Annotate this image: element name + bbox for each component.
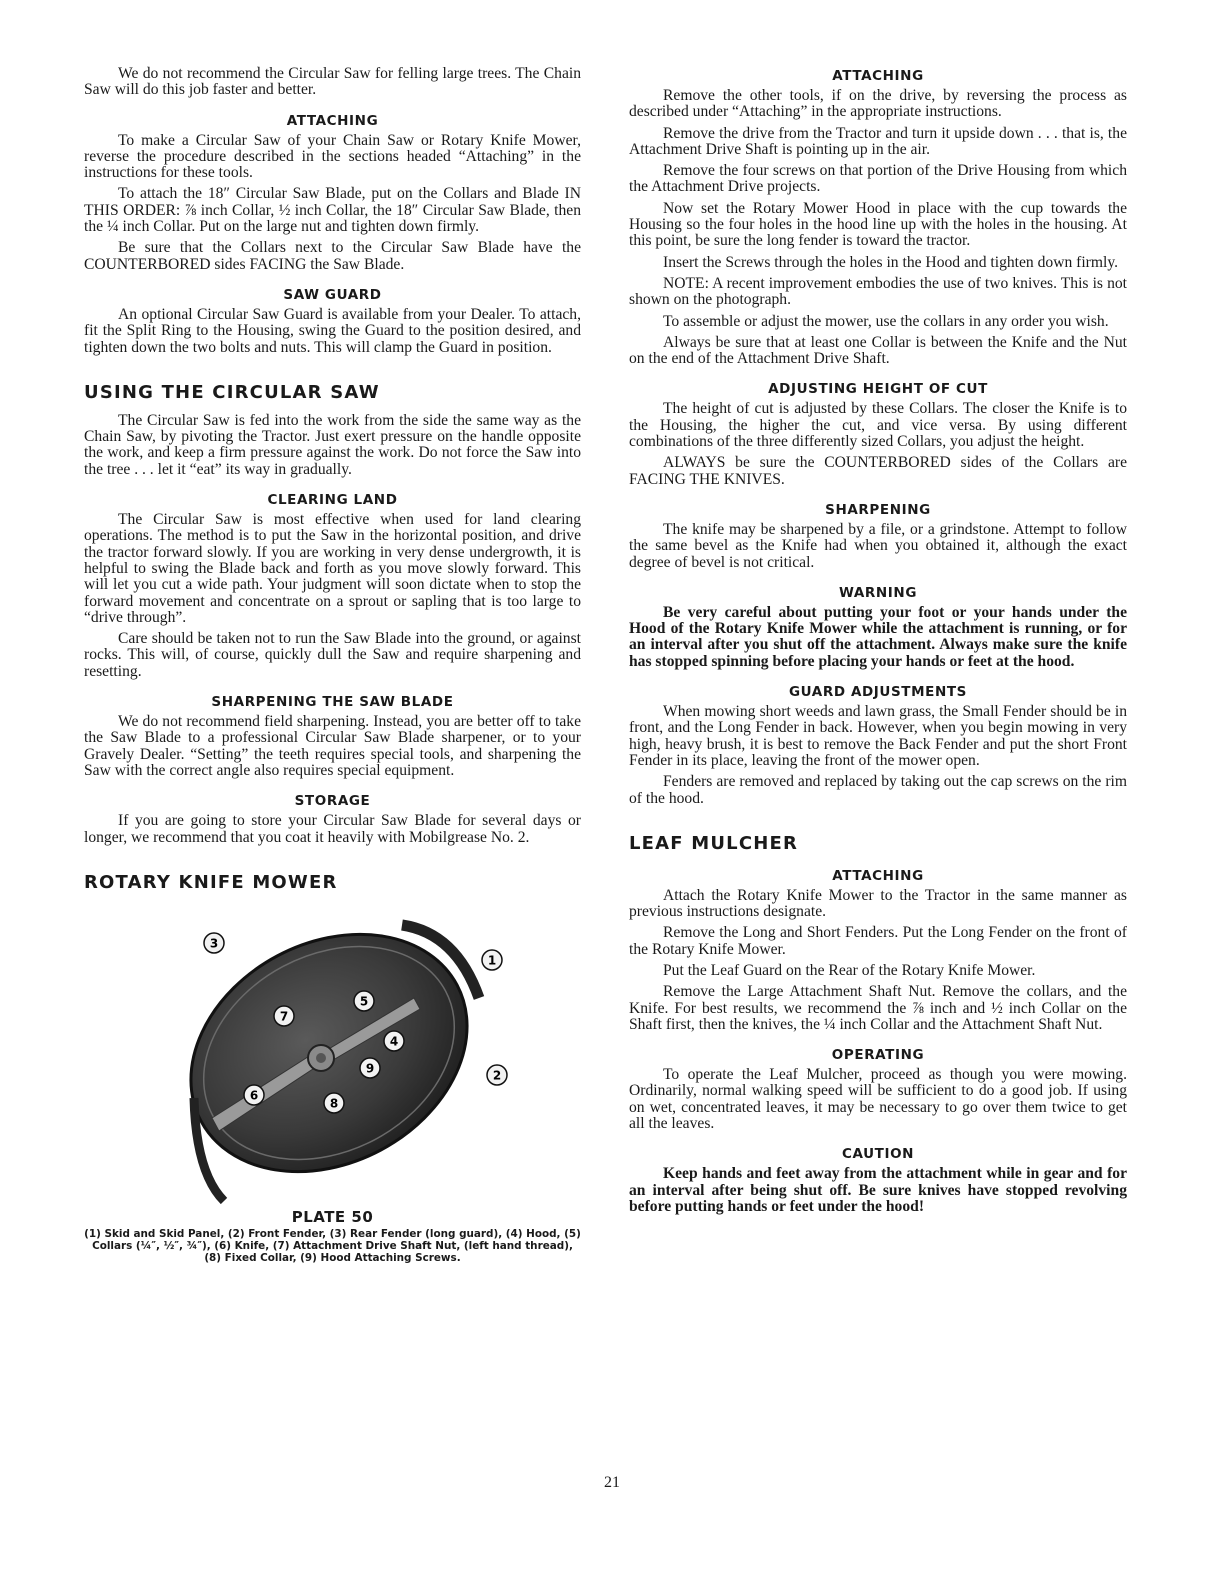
- attaching-paragraph: Insert the Screws through the holes in the Hood and tighten down firmly.: [663, 253, 1119, 271]
- leaf-mulcher-heading: LEAF MULCHER: [629, 832, 799, 854]
- attaching-paragraph: Remove the drive from the Tractor and turn it upside down . . . that is, the Attachment Drive Shaft is pointing up in the air.: [629, 124, 1127, 158]
- plate-50-photo: [84, 903, 581, 1208]
- saw-guard-paragraph: An optional Circular Saw Guard is available from your Dealer. To attach, fit the Split Ring to the Housing, swing the Guard to the position desired, and tighten down the two bolts and nuts. This will clamp the Guard in position.: [84, 305, 581, 356]
- callout-7: [274, 1006, 294, 1026]
- sharpening-heading: SHARPENING: [825, 501, 931, 518]
- callout-1: [482, 950, 502, 970]
- sharpening-paragraph: The knife may be sharpened by a file, or a grindstone. Attempt to follow the same bevel as the Knife had when you obtained it, although the exact degree of bevel is not critical.: [629, 520, 1127, 571]
- page-number: 21: [604, 1474, 620, 1491]
- mower-photo-illustration: [84, 903, 581, 1208]
- height-paragraph: The height of cut is adjusted by these Collars. The closer the Knife is to the Housing, the higher the cut, and vice versa. By using different combinations of the three differently sized Collars, you adjust the height.: [629, 400, 1127, 451]
- callout-8: [324, 1093, 344, 1113]
- warning-paragraph: Be very careful about putting your foot or your hands under the Hood of the Rotary Knife Mower while the attachment is running, or for an interval after you shut off the attachment. Always make sure the knife has stopped spinning before placing your hands or feet at the hood.: [629, 603, 1127, 670]
- leaf-paragraph: Attach the Rotary Knife Mower to the Tractor in the same manner as previous instructions designate.: [629, 886, 1127, 921]
- attaching-paragraph: Remove the other tools, if on the drive, by reversing the process as described under “Attaching” in the appropriate instructions.: [629, 87, 1127, 121]
- caution-heading: CAUTION: [841, 1146, 915, 1163]
- attaching-paragraph: To make a Circular Saw of your Chain Saw or Rotary Knife Mower, reverse the procedure described in the sections headed “Attaching” in the instructions for these tools.: [84, 131, 581, 182]
- sharpening-blade-heading: SHARPENING THE SAW BLADE: [211, 694, 454, 711]
- attaching-paragraph: To attach the 18″ Circular Saw Blade, put on the Collars and Blade IN THIS ORDER: ⅞ inch Collar, ½ inch Collar, the 18″ Circular Saw Blade, then the ¼ inch Collar. Put on the large nut and tighten down firmly.: [84, 185, 581, 236]
- svg-text:2: 2: [492, 1068, 502, 1083]
- storage-paragraph: If you are going to store your Circular Saw Blade for several days or longer, we recommend that you coat it heavily with Mobilgrease No. 2.: [84, 812, 581, 846]
- svg-text:5: 5: [359, 994, 369, 1009]
- operating-paragraph: To operate the Leaf Mulcher, proceed as though you were mowing. Ordinarily, normal walking speed will be sufficient to do a good job. If using on wet, concentrated leaves, it may be necessary to go over them twice to get all the leaves.: [629, 1066, 1127, 1133]
- saw-guard-heading: SAW GUARD: [283, 286, 382, 303]
- svg-text:7: 7: [279, 1009, 289, 1024]
- svg-text:4: 4: [389, 1034, 399, 1049]
- warning-heading: WARNING: [838, 584, 918, 601]
- svg-text:6: 6: [249, 1088, 259, 1103]
- rotary-knife-mower-heading: ROTARY KNIFE MOWER: [84, 871, 338, 893]
- adjusting-height-heading: ADJUSTING HEIGHT OF CUT: [768, 381, 988, 398]
- svg-text:1: 1: [487, 953, 497, 968]
- clearing-paragraph: Care should be taken not to run the Saw Blade into the ground, or against rocks. This will, of course, quickly dull the Saw and require sharpening and resetting.: [84, 630, 581, 680]
- leaf-paragraph: Remove the Large Attachment Shaft Nut. Remove the collars, and the Knife. For best results, we recommend the ⅞ inch and ½ inch Collar on the Shaft first, then the knives, the ¼ inch Collar and the Attachment Shaft Nut.: [629, 983, 1127, 1033]
- plate-caption: (1) Skid and Skid Panel, (2) Front Fender, (3) Rear Fender (long guard), (4) Hood, (5) Collars (¼″, ½″, ¾″), (6) Knife, (7) Attachment Drive Shaft Nut, (left hand thread), (8) Fixed Collar, (9) Hood Attaching Screws.: [84, 1227, 581, 1264]
- height-paragraph: ALWAYS be sure the COUNTERBORED sides of the Collars are FACING THE KNIVES.: [629, 454, 1127, 488]
- callout-4: [384, 1031, 404, 1051]
- attaching-heading: ATTACHING: [286, 112, 379, 129]
- right-column: [629, 66, 1127, 1220]
- leaf-attaching-heading: ATTACHING: [832, 867, 924, 884]
- attaching-heading: ATTACHING: [832, 68, 924, 84]
- svg-text:8: 8: [329, 1096, 339, 1111]
- attaching-paragraph: Now set the Rotary Mower Hood in place with the cup towards the Housing so the four holes in the hood line up with the holes in the housing. At this point, be sure the long fender is toward the tractor.: [629, 199, 1127, 250]
- callout-9: [360, 1058, 380, 1078]
- guard-paragraph: When mowing short weeds and lawn grass, the Small Fender should be in front, and the Long Fender in back. However, when you begin mowing in very high, heavy brush, it is best to remove the Back Fender and put the short Front Fender in its place, leaving the front of the mower open.: [629, 703, 1127, 769]
- using-paragraph: The Circular Saw is fed into the work from the side the same way as the Chain Saw, by pivoting the Tractor. Just exert pressure on the handle opposite the work, and keep a firm pressure against the work. Do not force the Saw into the tree . . . let it “eat” its way in gradually.: [84, 411, 581, 478]
- leaf-paragraph: Remove the Long and Short Fenders. Put the Long Fender on the front of the Rotary Knife Mower.: [629, 924, 1127, 958]
- clearing-land-heading: CLEARING LAND: [267, 492, 398, 509]
- operating-heading: OPERATING: [831, 1047, 925, 1064]
- caution-paragraph: Keep hands and feet away from the attachment while in gear and for an interval after being shut off. Be sure knives have stopped revolving before putting hands or feet under the hood!: [629, 1165, 1127, 1215]
- svg-text:3: 3: [209, 936, 219, 951]
- drive-shaft-nut: [316, 1053, 326, 1063]
- plate-title: PLATE 50: [291, 1207, 374, 1226]
- callout-6: [244, 1085, 264, 1105]
- sharpening-blade-paragraph: We do not recommend field sharpening. Instead, you are better off to take the Saw Blade to a professional Circular Saw Blade sharpener, or to your Gravely Dealer. “Setting” the teeth requires special tools, and sharpening the Saw with the correct angle also requires special equipment.: [84, 713, 581, 779]
- attaching-paragraph: To assemble or adjust the mower, use the collars in any order you wish.: [663, 312, 1109, 330]
- callout-5: [354, 991, 374, 1011]
- callout-3: [204, 933, 224, 953]
- intro-paragraph: We do not recommend the Circular Saw for felling large trees. The Chain Saw will do this job faster and better.: [84, 65, 581, 99]
- using-circular-saw-heading: USING THE CIRCULAR SAW: [84, 381, 380, 403]
- callout-2: [487, 1065, 507, 1085]
- clearing-paragraph: The Circular Saw is most effective when used for land clearing operations. The method is to put the Saw in the horizontal position, and drive the tractor forward slowly. If you are working in very dense undergrowth, it is helpful to swing the Blade back and forth as you move slowly forward. This will let you cut a wide path. Your judgment will soon dictate when to stop the forward movement and concentrate on a sprout or sapling that is too large to “drive through”.: [84, 511, 581, 626]
- guard-adjustments-heading: GUARD ADJUSTMENTS: [788, 684, 968, 701]
- note-paragraph: NOTE: A recent improvement embodies the use of two knives. This is not shown on the photograph.: [629, 274, 1127, 309]
- guard-paragraph: Fenders are removed and replaced by taking out the cap screws on the rim of the hood.: [629, 773, 1127, 807]
- attaching-paragraph: Always be sure that at least one Collar is between the Knife and the Nut on the end of the Attachment Drive Shaft.: [629, 333, 1127, 368]
- left-column: [84, 66, 581, 1264]
- attaching-paragraph: Remove the four screws on that portion of the Drive Housing from which the Attachment Drive projects.: [629, 162, 1127, 196]
- storage-heading: STORAGE: [294, 793, 371, 810]
- svg-text:9: 9: [365, 1061, 375, 1076]
- leaf-paragraph: Put the Leaf Guard on the Rear of the Rotary Knife Mower.: [663, 961, 1036, 979]
- attaching-paragraph: Be sure that the Collars next to the Circular Saw Blade have the COUNTERBORED sides FACING the Saw Blade.: [84, 239, 581, 273]
